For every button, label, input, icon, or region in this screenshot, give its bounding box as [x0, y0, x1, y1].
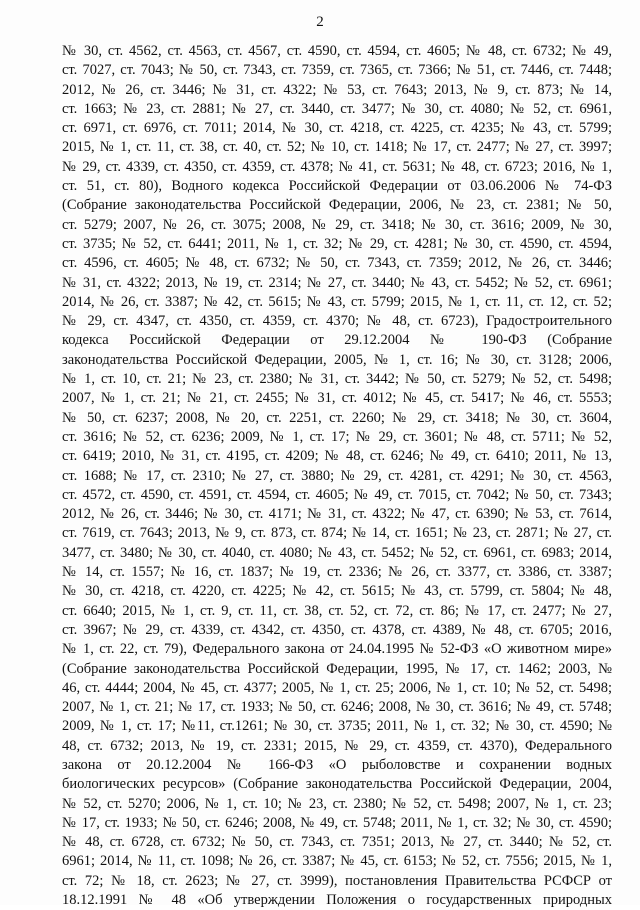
- text-line: закона от 20.12.2004 № 166-ФЗ «О рыболовстве и сохранении водных: [62, 756, 612, 773]
- text-line: биологических ресурсов» (Собрание законодательства Российской Федерации, 2004,: [62, 776, 612, 793]
- text-line: № 1, ст. 22, ст. 79), Федерального закона от 24.04.1995 № 52-ФЗ «О животном мире»: [62, 641, 612, 658]
- text-line: № 48, ст. 6728, ст. 6732; № 50, ст. 7343, ст. 7351; 2013, № 27, ст. 3440; № 52, ст.: [62, 834, 612, 851]
- text-line: ст. 5279; 2007, № 26, ст. 3075; 2008, № 29, ст. 3418; № 30, ст. 3616; 2009, № 30,: [62, 216, 612, 233]
- text-line: ст. 6971, ст. 6976, ст. 7011; 2014, № 30, ст. 4218, ст. 4225, ст. 4235; № 43, ст. 5799;: [62, 120, 612, 137]
- text-line: № 52, ст. 5270; 2006, № 1, ст. 10; № 23, ст. 2380; № 52, ст. 5498; 2007, № 1, ст. 23;: [62, 795, 612, 812]
- text-line: ст. 4572, ст. 4590, ст. 4591, ст. 4594, ст. 4605; № 49, ст. 7015, ст. 7042; № 50, ст. 7343;: [62, 486, 612, 503]
- text-line: ст. 7619, ст. 7643; 2013, № 9, ст. 873, ст. 874; № 14, ст. 1651; № 23, ст. 2871; № 27, ст.: [62, 525, 612, 542]
- text-line: № 50, ст. 6237; 2008, № 20, ст. 2251, ст. 2260; № 29, ст. 3418; № 30, ст. 3604,: [62, 409, 612, 426]
- text-line: ст. 3616; № 52, ст. 6236; 2009, № 1, ст. 17; № 29, ст. 3601; № 48, ст. 5711; № 52,: [62, 428, 612, 445]
- text-line: ст. 7027, ст. 7043; № 50, ст. 7343, ст. 7359, ст. 7365, ст. 7366; № 51, ст. 7446, ст. 7448;: [62, 62, 612, 79]
- text-line: 2009, № 1, ст. 17; №11, ст.1261; № 30, ст. 3735; 2011, № 1, ст. 32; № 30, ст. 4590; №: [62, 718, 612, 735]
- text-line: 2012, № 26, ст. 3446; № 31, ст. 4322; № 53, ст. 7643; 2013, № 9, ст. 873; № 14,: [62, 81, 612, 98]
- text-line: ст. 4596, ст. 4605; № 48, ст. 6732; № 50, ст. 7343, ст. 7359; 2012, № 26, ст. 3446;: [62, 255, 612, 272]
- body-paragraph: [62, 42, 612, 910]
- text-line: ст. 6419; 2010, № 31, ст. 4195, ст. 4209; № 48, ст. 6246; № 49, ст. 6410; 2011, № 13,: [62, 448, 612, 465]
- text-line: ст. 1663; № 23, ст. 2881; № 27, ст. 3440, ст. 3477; № 30, ст. 4080; № 52, ст. 6961,: [62, 100, 612, 117]
- text-line: 2015, № 1, ст. 11, ст. 38, ст. 40, ст. 52; № 10, ст. 1418; № 17, ст. 2477; № 27, ст. 3997;: [62, 139, 612, 156]
- text-line: кодекса Российской Федерации от 29.12.2004 № 190-ФЗ (Собрание: [62, 332, 612, 349]
- text-line: 46, ст. 4444; 2004, № 45, ст. 4377; 2005, № 1, ст. 25; 2006, № 1, ст. 10; № 52, ст. 5498;: [62, 679, 612, 696]
- text-line: № 1, ст. 10, ст. 21; № 23, ст. 2380; № 31, ст. 3442; № 50, ст. 5279; № 52, ст. 5498;: [62, 371, 612, 388]
- text-line: № 31, ст. 4322; 2013, № 19, ст. 2314; № 27, ст. 3440; № 43, ст. 5452; № 52, ст. 6961;: [62, 274, 612, 291]
- text-line: 48, ст. 6732; 2013, № 19, ст. 2331; 2015, № 29, ст. 4359, ст. 4370), Федерального: [62, 737, 612, 754]
- text-line: № 30, ст. 4218, ст. 4220, ст. 4225; № 42, ст. 5615; № 43, ст. 5799, ст. 5804; № 48,: [62, 583, 612, 600]
- text-line: № 14, ст. 1557; № 16, ст. 1837; № 19, ст. 2336; № 26, ст. 3377, ст. 3386, ст. 3387;: [62, 564, 612, 581]
- text-line: № 17, ст. 1933; № 50, ст. 6246; 2008, № 49, ст. 5748; 2011, № 1, ст. 32; № 30, ст. 4590;: [62, 814, 612, 831]
- text-line: № 29, ст. 4339, ст. 4350, ст. 4359, ст. 4378; № 41, ст. 5631; № 48, ст. 6723; 2016, № 1,: [62, 158, 612, 175]
- text-line: 2007, № 1, ст. 21; № 21, ст. 2455; № 31, ст. 4012; № 45, ст. 5417; № 46, ст. 5553;: [62, 390, 612, 407]
- text-line: ст. 3967; № 29, ст. 4339, ст. 4342, ст. 4350, ст. 4378, ст. 4389, № 48, ст. 6705; 2016,: [62, 621, 612, 638]
- text-line: 2014, № 26, ст. 3387; № 42, ст. 5615; № 43, ст. 5799; 2015, № 1, ст. 11, ст. 12, ст. 52;: [62, 293, 612, 310]
- text-line: ст. 1688; № 17, ст. 2310; № 27, ст. 3880; № 29, ст. 4281, ст. 4291; № 30, ст. 4563,: [62, 467, 612, 484]
- text-line: № 30, ст. 4562, ст. 4563, ст. 4567, ст. 4590, ст. 4594, ст. 4605; № 48, ст. 6732; № 49,: [62, 43, 612, 59]
- text-line: 2012, № 26, ст. 3446; № 30, ст. 4171; № 31, ст. 4322; № 47, ст. 6390; № 53, ст. 7614,: [62, 506, 612, 523]
- text-line: ст. 6640; 2015, № 1, ст. 9, ст. 11, ст. 38, ст. 52, ст. 72, ст. 86; № 17, ст. 2477; № 27,: [62, 602, 612, 619]
- text-line: законодательства Российской Федерации, 2005, № 1, ст. 16; № 30, ст. 3128; 2006,: [62, 351, 612, 368]
- text-line: 6961; 2014, № 11, ст. 1098; № 26, ст. 3387; № 45, ст. 6153; № 52, ст. 7556; 2015, № 1,: [62, 853, 612, 870]
- text-line: ст. 3735; № 52, ст. 6441; 2011, № 1, ст. 32; № 29, ст. 4281; № 30, ст. 4590, ст. 4594,: [62, 235, 612, 252]
- text-line: № 29, ст. 4347, ст. 4350, ст. 4359, ст. 4370; № 48, ст. 6723), Градостроительного: [62, 313, 612, 330]
- text-line: 2007, № 1, ст. 21; № 17, ст. 1933; № 50, ст. 6246; 2008, № 30, ст. 3616; № 49, ст. 5748;: [62, 699, 612, 716]
- text-line: 18.12.1991 № 48 «Об утверждении Положения о государственных природных: [62, 892, 612, 909]
- text-line: ст. 72; № 18, ст. 2623; № 27, ст. 3999), постановления Правительства РСФСР от: [62, 872, 612, 889]
- text-line: (Собрание законодательства Российской Федерации, 2006, № 23, ст. 2381; № 50,: [62, 197, 612, 214]
- text-line: (Собрание законодательства Российской Федерации, 1995, № 17, ст. 1462; 2003, №: [62, 660, 612, 677]
- text-line: 3477, ст. 3480; № 30, ст. 4040, ст. 4080; № 43, ст. 5452; № 52, ст. 6961, ст. 6983; 2014,: [62, 544, 612, 561]
- text-line: ст. 51, ст. 80), Водного кодекса Российской Федерации от 03.06.2006 № 74-ФЗ: [62, 178, 612, 195]
- page-number: 2: [316, 14, 324, 30]
